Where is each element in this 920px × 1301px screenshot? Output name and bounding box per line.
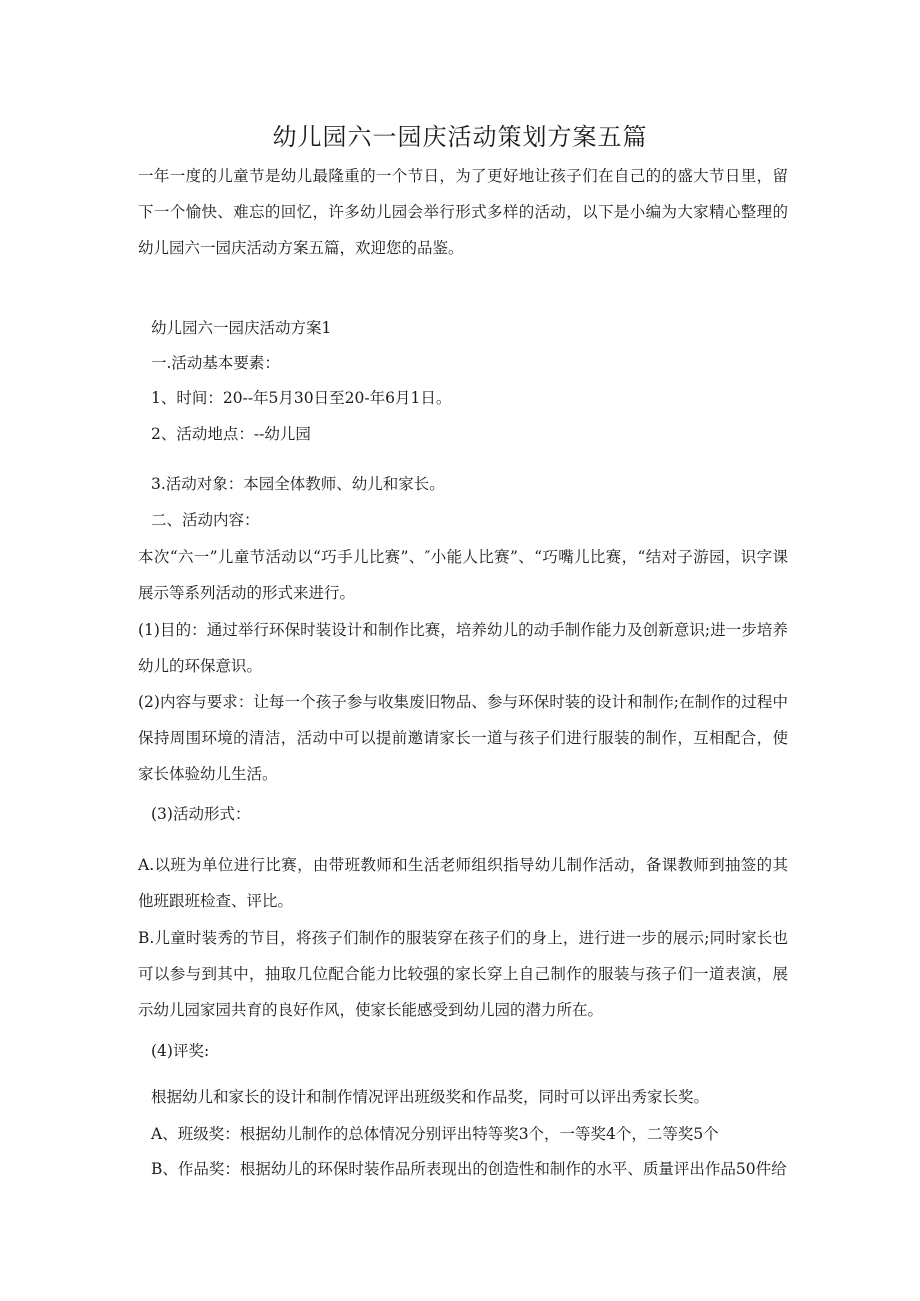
section2-heading: 二、活动内容： [151,511,260,529]
plan-heading: 幼儿园六一园庆活动方案1 [151,319,332,337]
award-a-item: A、班级奖：根据幼儿制作的总体情况分别评出特等奖3个，一等奖4个，二等奖5个 [151,1125,719,1143]
document-title: 幼儿园六一园庆活动策划方案五篇 [272,123,648,151]
intro-paragraph: 一年一度的儿童节是幼儿最隆重的一个节日，为了更好地让孩子们在自己的的盛大节日里，留下一个愉快、难忘的回忆，许多幼儿园会举行形式多样的活动，以下是小编为大家精心整理的幼儿园六一园庆活动方案五篇，欢迎您的品鉴。 [138,167,788,257]
requirements-paragraph: (2)内容与要求：让每一个孩子参与收集废旧物品、参与环保时装的设计和制作;在制作的过程中保持周围环境的清洁，活动中可以提前邀请家长一道与孩子们进行服装的制作，互相配合，使家长体验幼儿生活。 [138,693,788,783]
award-b-item: B、作品奖：根据幼儿的环保时装作品所表现出的创造性和制作的水平、质量评出作品50件给 [151,1160,787,1178]
place-item: 2、活动地点：--幼儿园 [151,425,311,443]
target-item: 3.活动对象：本园全体教师、幼儿和家长。 [151,475,445,493]
form-a-paragraph: A.以班为单位进行比赛，由带班教师和生活老师组织指导幼儿制作活动，备课教师到抽签的其他班跟班检查、评比。 [138,856,788,910]
content-intro-paragraph: 本次“六一”儿童节活动以“巧手儿比赛”、″小能人比赛”、“巧嘴儿比赛，“结对子游园，识字课展示等系列活动的形式来进行。 [138,548,788,602]
award-intro: 根据幼儿和家长的设计和制作情况评出班级奖和作品奖，同时可以评出秀家长奖。 [151,1088,710,1106]
purpose-paragraph: (1)目的：通过举行环保时装设计和制作比赛，培养幼儿的动手制作能力及创新意识;进一步培养幼儿的环保意识。 [138,621,788,675]
award-heading: (4)评奖: [151,1042,210,1060]
time-item: 1、时间：20--年5月30日至20-年6月1日。 [151,389,452,407]
form-heading: (3)活动形式： [151,805,251,823]
form-b-paragraph: B.儿童时装秀的节目，将孩子们制作的服装穿在孩子们的身上，进行进一步的展示;同时家长也可以参与到其中，抽取几位配合能力比较强的家长穿上自己制作的服装与孩子们一道表演，展示幼儿园家园共育的良好作风，使家长能感受到幼儿园的潜力所在。 [138,929,788,1019]
section1-heading: 一.活动基本要素： [151,354,280,372]
